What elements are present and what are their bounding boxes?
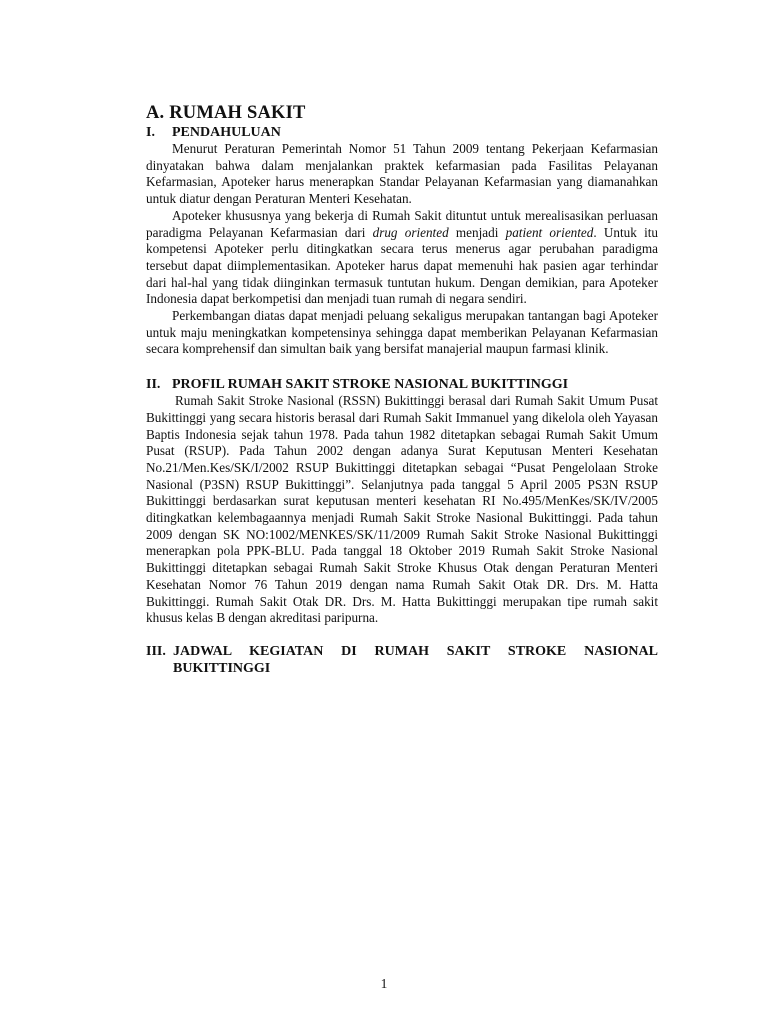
section-number: III.	[146, 643, 166, 659]
section-heading-pendahuluan	[146, 124, 658, 141]
document-page	[146, 102, 658, 677]
paragraph-text: . Untuk itu kompetensi Apoteker perlu ditingkatkan secara terus menerus agar perubahan paradigma tersebut dapat diimplementasikan. Apoteker harus dapat memenuhi hak pasien agar terhindar dari hal-hal yang tidak diinginkan termasuk tuntutan hukum. Dengan demikian, para Apoteker Indonesia dapat berkompetisi dan menjadi tuan rumah di negara sendiri.	[146, 224, 659, 307]
chapter-title: A. RUMAH SAKIT	[146, 103, 306, 123]
paragraph-text: Apoteker khususnya yang bekerja di Rumah Sakit dituntut untuk merealisasikan perluasan paradigma Pelayanan Kefarmasian dari	[146, 207, 658, 240]
section-title: JADWAL KEGIATAN DI RUMAH SAKIT STROKE NASIONAL BUKITTINGGI	[173, 643, 658, 676]
section-number: II.	[146, 377, 161, 393]
page-number: 1	[380, 976, 388, 991]
paragraph-profil-rssn: Rumah Sakit Stroke Nasional (RSSN) Bukittinggi berasal dari Rumah Sakit Umum Pusat Bukittinggi yang secara historis berasal dari Rumah Sakit Immanuel yang dikelola oleh Yayasan Baptis Indonesia sejak tahun 1978. Pada tahun 1982 ditetapkan sebagai Rumah Sakit Umum Pusat (RSUP). Pada Tahun 2002 dengan adanya Surat Keputusan Menteri Kesehatan No.21/Men.Kes/SK/I/2002 RSUP Bukittinggi ditetapkan sebagai “Pusat Pengelolaan Stroke Nasional (P3SN) RSUP Bukittinggi”. Selanjutnya pada tanggal 5 April 2005 PS3N RSUP Bukittinggi berdasarkan surat keputusan menteri kesehatan RI No.495/MenKes/SK/IV/2005 ditingkatkan kelembagaannya menjadi Rumah Sakit Stroke Nasional Bukittinggi. Pada tahun 2009 dengan SK NO:1002/MENKES/SK/11/2009 Rumah Sakit Stroke Nasional Bukittinggi menerapkan pola PPK-BLU. Pada tanggal 18 Oktober 2019 Rumah Sakit Stroke Nasional Bukittinggi ditetapkan sebagai Rumah Sakit Stroke Khusus Otak dengan Peraturan Menteri Kesehatan Nomor 76 Tahun 2019 dengan nama Rumah Sakit Otak DR. Drs. M. Hatta Bukittinggi. Rumah Sakit Otak DR. Drs. M. Hatta Bukittinggi merupakan tipe rumah sakit khusus kelas B dengan akreditasi paripurna.	[146, 393, 658, 626]
paragraph-peraturan: Menurut Peraturan Pemerintah Nomor 51 Tahun 2009 tentang Pekerjaan Kefarmasian dinyatakan bahwa dalam menjalankan praktek kefarmasian pada Fasilitas Pelayanan Kefarmasian, Apoteker harus menerapkan Standar Pelayanan Kefarmasian yang diamanahkan untuk diatur dengan Peraturan Menteri Kesehatan.	[146, 141, 658, 207]
section-title: PROFIL RUMAH SAKIT STROKE NASIONAL BUKITTINGGI	[172, 377, 569, 393]
term-patient-oriented: patient oriented	[505, 224, 594, 240]
section-heading-jadwal	[146, 643, 658, 677]
paragraph-perkembangan: Perkembangan diatas dapat menjadi peluang sekaligus merupakan tantangan bagi Apoteker untuk maju meningkatkan kompetensinya sehingga dapat memberikan Pelayanan Kefarmasian secara komprehensif dan simultan baik yang bersifat manajerial maupun farmasi klinik.	[146, 308, 658, 357]
paragraph-apoteker-rumah-sakit	[146, 208, 658, 308]
section-number: I.	[146, 125, 155, 140]
term-drug-oriented: drug oriented	[372, 224, 449, 240]
section-spacer	[146, 358, 658, 376]
section-heading-profil	[146, 376, 658, 393]
section-title: PENDAHULUAN	[172, 125, 281, 140]
paragraph-text: menjadi	[448, 224, 506, 240]
section-spacer	[146, 627, 658, 643]
